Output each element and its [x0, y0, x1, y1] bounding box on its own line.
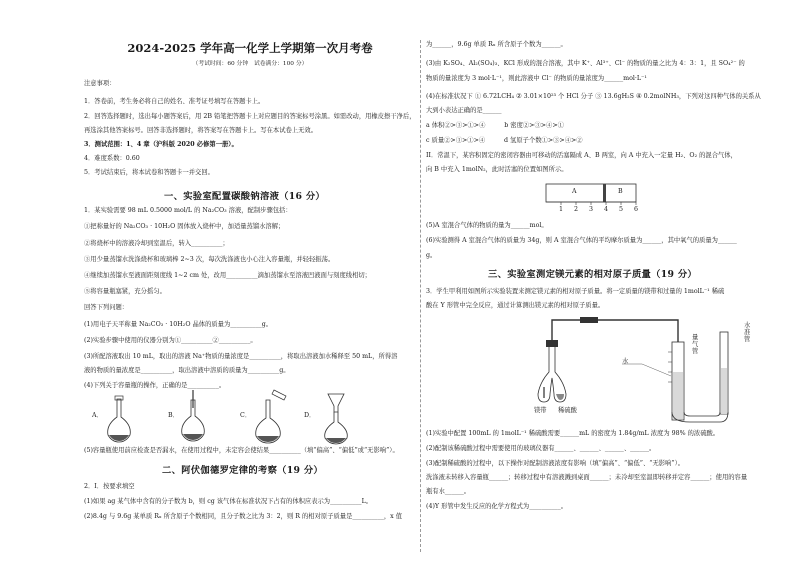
- question-line: 液的物质的量浓度是__________，取出溶液中溶质的质量为__________g。: [84, 367, 290, 374]
- label-gas-burette: 量气管: [692, 334, 699, 355]
- label-water: 水: [622, 358, 629, 365]
- question-line: ③用少量蒸馏水洗涤烧杯和玻璃棒 2~3 次，每次洗涤液也小心注入容量瓶，并轻轻振荡。: [84, 256, 335, 263]
- question-line: ①把称量好的 Na₂CO₃ · 10H₂O 固体放入烧杯中，加适量蒸馏水溶解；: [84, 223, 285, 230]
- question-line: (1)如果 ag 某气体中含有的分子数为 b，则 cg 该气体在标准状况下占有的体积应表示为__________L。: [84, 498, 373, 505]
- question-line: (3)配制稀硫酸的过程中，以下操作对配制溶液浓度有影响（填“偏高”、“偏低”、“无影响”）。: [426, 460, 685, 467]
- question-line: (3)所配溶液取出 10 mL，取出的溶液 Na⁺物质的量浓度是__________，将取出溶液加水稀释至 50 mL，所得溶: [84, 353, 398, 360]
- question-line: (6)实验测得 A 室混合气体的质量为 34g，则 A 室混合气体的平均摩尔质量为______，其中氧气的质量为______: [426, 237, 737, 244]
- question-line: 大到小表达正确的是______: [426, 107, 502, 114]
- note-line: 1．答卷前，考生务必将自己的姓名、准考证号填写在答题卡上。: [84, 98, 265, 105]
- question-line: (2)8.4g 与 9.6g 某单质 Rₓ 所含原子个数相同，且分子数之比为 3：2，则 R 的相对原子质量是__________，x 值: [84, 513, 403, 520]
- question-line: 向 B 中充入 1molN₂，此时活塞的位置如图所示。: [426, 166, 568, 173]
- question-line: 洗涤液未转移入容量瓶______；转移过程中有溶液溅到桌面______；未冷却至室温即转移并定容______；使用的容量: [426, 474, 748, 481]
- answer-choice-line: c 质量②>③>①>④ d 氢原子个数①>③>④>②: [426, 137, 583, 144]
- label-magnesium-ribbon: 镁带: [534, 407, 547, 414]
- volumetric-flask-d-figure: [316, 392, 356, 445]
- question-line: 为______，9.6g 单质 Rₓ 所含原子个数为______。: [426, 41, 567, 48]
- label-dilute-sulfuric-acid: 稀硫酸: [558, 407, 577, 414]
- question-line: (5)A 室混合气体的物质的量为______mol。: [426, 222, 548, 229]
- question-line: 回答下列问题：: [84, 304, 129, 311]
- question-line: (5)容量瓶使用前应检查是否漏水，在使用过程中，未定容会使结果__________（填“偏高”、“偏低”或“无影响”）。: [84, 447, 399, 454]
- question-line: (4)在标准状况下 ① 6.72LCH₄ ② 3.01×10²³ 个 HCl 分子 ③ 13.6gH₂S ④ 0.2molNH₃，下列对这四种气体的关系从: [426, 93, 761, 100]
- note-line: 3．测试范围：1、4 章（沪科版 2020 必修第一册）。: [84, 141, 238, 148]
- question-line: (1)用电子天平称量 Na₂CO₃ · 10H₂O 晶体的质量为__________g。: [84, 321, 273, 328]
- question-line: 瓶有水______。: [426, 488, 471, 495]
- volumetric-flask-b-figure: [176, 390, 210, 445]
- chamber-a-label: A: [572, 188, 577, 195]
- question-line: (2)配制该稀硫酸过程中需要使用的玻璃仪器有______、______、______、______。: [426, 445, 656, 452]
- question-line: 物质的量浓度为 3 mol·L⁻¹，则此溶液中 Cl⁻ 的物质的量浓度为______mol·L⁻¹: [426, 75, 647, 82]
- option-a-label: A．: [92, 412, 103, 419]
- volumetric-flask-c-figure: [244, 388, 290, 445]
- scale-mark: 2: [574, 206, 579, 213]
- notes-heading: 注意事项：: [84, 80, 116, 87]
- question-line: 3．学生甲利用如图所示实验装置来测定镁元素的相对原子质量。将一定质量的镁带和过量的 1molL⁻¹ 稀硫: [426, 288, 725, 295]
- question-line: 酸在 Y 形管中完全反应，通过计算测出镁元素的相对原子质量。: [426, 302, 605, 309]
- question-line: ④继续加蒸馏水至液面距刻度线 1~2 cm 处，改用__________滴加蒸馏水至溶液凹液面与刻度线相切；: [84, 272, 371, 279]
- note-line: 5．考试结束后，将本试卷和答题卡一并交回。: [84, 169, 214, 176]
- volumetric-flask-a-figure: [104, 395, 134, 445]
- scale-mark: 6: [634, 206, 639, 213]
- note-line: 2．回答选择题时，选出每小题答案后，用 2B 铅笔把答题卡上对应题目的答案标号涂黑。如需改动，用橡皮擦干净后，: [84, 113, 416, 120]
- right-column: [426, 0, 770, 562]
- scale-mark: 3: [589, 206, 594, 213]
- scale-mark: 5: [619, 206, 624, 213]
- question-line: g。: [426, 252, 437, 259]
- label-leveling-tube: 水准管: [744, 322, 751, 343]
- scale-mark: 4: [604, 206, 609, 213]
- section-heading-2: 二、阿伏伽德罗定律的考察（19 分）: [162, 465, 324, 476]
- scale-mark: 1: [559, 206, 564, 213]
- question-line: (4)下列关于容量瓶的操作，正确的是__________。: [84, 382, 226, 389]
- column-divider: [420, 40, 421, 552]
- chamber-b-label: B: [618, 188, 623, 195]
- question-line: (2)实验步骤中使用的仪器分别为①__________②__________。: [84, 337, 257, 344]
- question-line: II．常温下，某容积固定的密闭容器由可移动的活塞隔成 A、B 两室，向 A 中充入一定量 H₂、O₂ 的混合气体，: [426, 152, 737, 159]
- question-line: ⑤将容量瓶塞紧，充分摇匀。: [84, 288, 166, 295]
- left-column: [84, 0, 416, 562]
- option-b-label: B．: [168, 412, 179, 419]
- exam-title: 2024-2025 学年高一化学上学期第一次月考卷: [127, 41, 373, 55]
- question-line: 1．某实验需要 98 mL 0.5000 mol/L 的 Na₂CO₃ 溶液，配制步骤包括：: [84, 207, 292, 214]
- question-line: 2．I．按要求填空: [84, 483, 135, 490]
- section-heading-3: 三、实验室测定镁元素的相对原子质量（19 分）: [488, 269, 698, 280]
- question-line: ②将烧杯中的溶液冷却到室温后，转入__________；: [84, 240, 229, 247]
- option-d-label: D．: [304, 412, 316, 419]
- section-heading-1: 一、实验室配置碳酸钠溶液（16 分）: [164, 191, 326, 202]
- question-line: (3)由 K₂SO₄、Al₂(SO₄)₃、KCl 形成的混合溶液，其中 K⁺、Al³⁺、Cl⁻ 的物质的量之比为 4：3：1，且 SO₄²⁻ 的: [426, 60, 745, 67]
- option-c-label: C．: [240, 412, 252, 419]
- note-line: 4．难度系数：0.60: [84, 155, 140, 162]
- note-line: 再选涂其他答案标号。回答非选择题时，将答案写在答题卡上。写在本试卷上无效。: [84, 127, 317, 134]
- answer-choice-line: a 体积②>③>①>④ b 密度②>③>④>①: [426, 122, 564, 129]
- exam-subtitle: （考试时间：60 分钟 试卷满分：100 分）: [192, 61, 308, 67]
- question-line: (1)实验中配置 100mL 的 1molL⁻¹ 稀硫酸需要______mL 的密度为 1.84g/mL 浓度为 98% 的浓硫酸。: [426, 430, 720, 437]
- question-line: (4)Y 形管中发生反应的化学方程式为__________。: [426, 503, 568, 510]
